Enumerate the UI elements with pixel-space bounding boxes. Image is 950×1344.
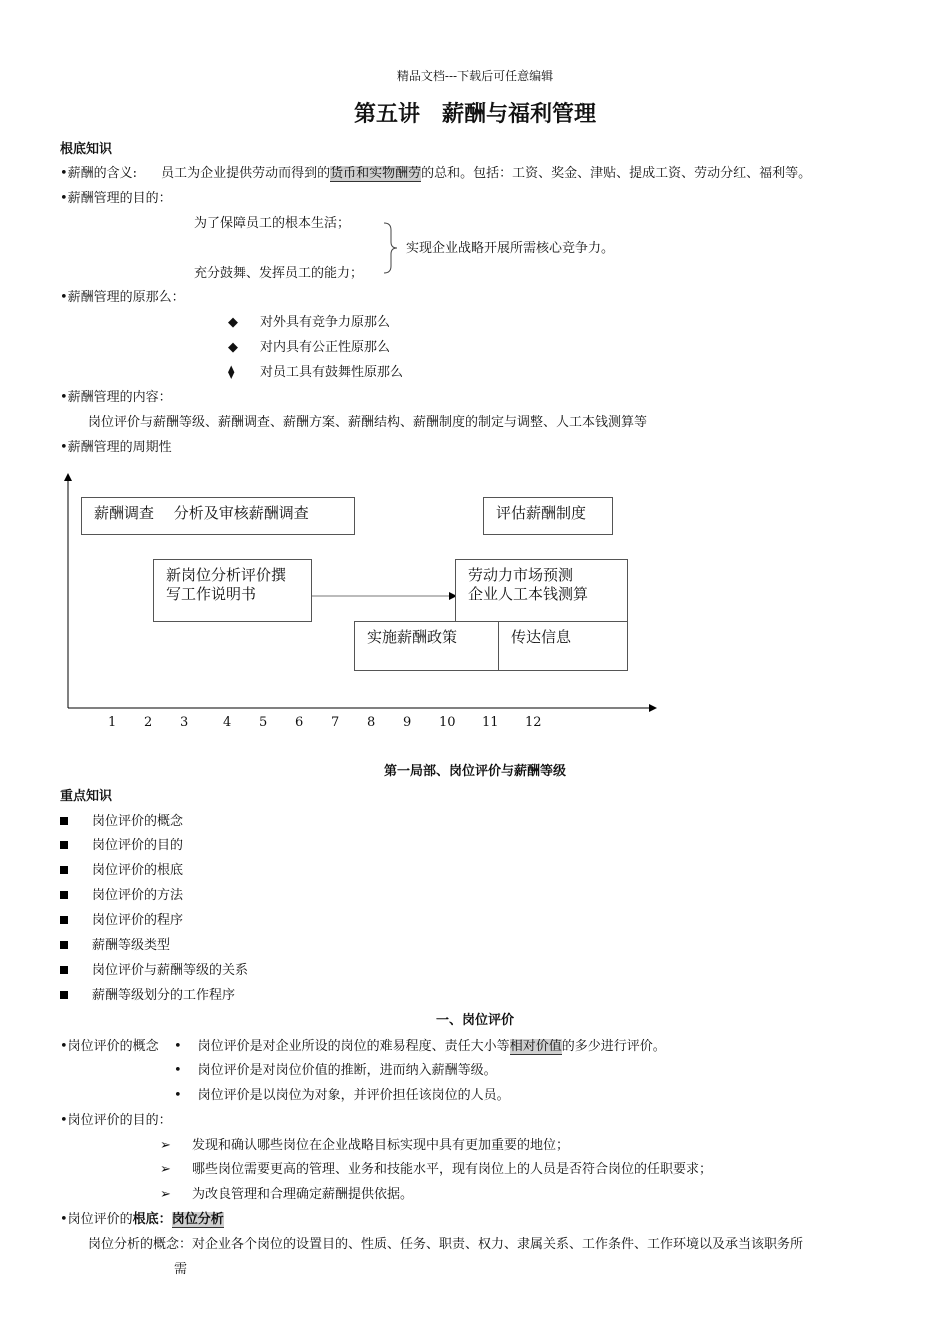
tick-label: 3 xyxy=(180,715,189,730)
eval-purpose-item xyxy=(160,1138,569,1154)
basic-heading: 根底知识 xyxy=(60,142,113,157)
box-implement-policy: 实施薪酬政策 xyxy=(354,621,499,671)
tick-label: 5 xyxy=(259,715,268,730)
tick-label: 6 xyxy=(295,715,304,730)
principle-label: •薪酬管理的原那么： xyxy=(60,290,185,305)
key-item xyxy=(60,988,235,1004)
concept-text: 岗位评价是对岗位价值的推断，进而纳入薪酬等级。 xyxy=(197,1063,497,1078)
box-labor-forecast-line2: 企业人工本钱测算 xyxy=(468,585,589,603)
tick-label: 2 xyxy=(144,715,153,730)
concept-item-1 xyxy=(174,1039,666,1055)
concept-highlight: 相对价值 xyxy=(509,1039,562,1054)
key-item xyxy=(60,863,183,879)
content-label: •薪酬管理的内容： xyxy=(60,390,172,405)
key-item xyxy=(60,814,183,830)
square-bullet-icon xyxy=(60,966,68,974)
key-item xyxy=(60,913,183,929)
key-item-text: 岗位评价与薪酬等级的关系 xyxy=(92,963,249,978)
tick-label: 1 xyxy=(108,715,117,730)
key-item-text: 薪酬等级类型 xyxy=(92,938,171,953)
definition-text-a: 员工为企业提供劳动而得到的 xyxy=(161,166,331,181)
key-item-text: 岗位评价的目的 xyxy=(92,838,184,853)
tick-label: 11 xyxy=(482,715,499,730)
box-labor-forecast xyxy=(455,559,628,622)
dot-bullet-icon: • xyxy=(174,1039,182,1054)
basis-bold: 根底： xyxy=(132,1212,172,1227)
diamond-bullet-icon: ◆ xyxy=(228,315,238,330)
key-item-text: 岗位评价的概念 xyxy=(92,814,184,829)
eval-purpose-text: 哪些岗位需要更高的管理、业务和技能水平，现有岗位上的人员是否符合岗位的任职要求； xyxy=(192,1162,713,1177)
tick-label: 8 xyxy=(367,715,376,730)
box-job-analysis-line1: 新岗位分析评价撰 xyxy=(166,566,287,584)
header-note: 精品文档---下载后可任意编辑 xyxy=(396,69,554,83)
key-item-text: 岗位评价的根底 xyxy=(92,863,184,878)
square-bullet-icon xyxy=(60,841,68,849)
tick-label: 7 xyxy=(331,715,340,730)
eval-purpose-text: 为改良管理和合理确定薪酬提供依据。 xyxy=(192,1187,414,1202)
concept-text: 岗位评价是以岗位为对象，并评价担任该岗位的人员。 xyxy=(197,1088,510,1103)
basis-prefix: •岗位评价的 xyxy=(60,1212,133,1227)
square-bullet-icon xyxy=(60,817,68,825)
arrow-bullet-icon: ➢ xyxy=(160,1162,171,1177)
key-item-text: 薪酬等级划分的工作程序 xyxy=(92,988,236,1003)
key-item-text: 岗位评价的方法 xyxy=(92,888,184,903)
definition-label: •薪酬的含义: xyxy=(60,166,138,181)
eval-purpose-item xyxy=(160,1187,413,1203)
page-title: 第五讲 薪酬与福利管理 xyxy=(353,101,596,127)
key-item-text: 岗位评价的程序 xyxy=(92,913,184,928)
basis-highlight: 岗位分析 xyxy=(171,1212,224,1227)
tick-label: 9 xyxy=(403,715,412,730)
square-bullet-icon xyxy=(60,891,68,899)
box-job-analysis xyxy=(153,559,312,622)
square-bullet-icon xyxy=(60,866,68,874)
box-evaluate-system: 评估薪酬制度 xyxy=(483,497,613,535)
definition-highlight: 货币和实物酬劳 xyxy=(330,166,422,181)
diamond-bullet-icon: ⧫ xyxy=(228,365,235,380)
box-job-analysis-line2: 写工作说明书 xyxy=(166,585,257,603)
principle-text: 对内具有公正性原那么 xyxy=(260,340,391,355)
eval-purpose-text: 发现和确认哪些岗位在企业战略目标实现中具有更加重要的地位； xyxy=(192,1138,570,1153)
square-bullet-icon xyxy=(60,991,68,999)
tick-label: 12 xyxy=(525,715,542,730)
dot-bullet-icon: • xyxy=(174,1088,182,1103)
square-bullet-icon xyxy=(60,941,68,949)
dot-bullet-icon: • xyxy=(174,1063,182,1078)
eval-basis xyxy=(60,1212,224,1228)
key-item xyxy=(60,888,183,904)
analysis-cont: 需 xyxy=(174,1262,188,1277)
box-communicate: 传达信息 xyxy=(498,621,628,671)
diamond-bullet-icon: ◆ xyxy=(228,340,238,355)
key-item xyxy=(60,938,170,954)
box-labor-forecast-line1: 劳动力市场预测 xyxy=(468,566,574,584)
square-bullet-icon xyxy=(60,916,68,924)
arrow-bullet-icon: ➢ xyxy=(160,1138,171,1153)
section-title: 一、岗位评价 xyxy=(435,1013,514,1028)
purpose-item-2: 充分鼓舞、发挥员工的能力； xyxy=(194,266,364,281)
key-item xyxy=(60,963,248,979)
key-heading: 重点知识 xyxy=(60,789,113,804)
arrow-bullet-icon: ➢ xyxy=(160,1187,171,1202)
part1-heading: 第一局部、岗位评价与薪酬等级 xyxy=(383,764,566,779)
definition-text-b: 的总和。包括：工资、奖金、津贴、提成工资、劳动分红、福利等。 xyxy=(421,166,812,181)
content-text: 岗位评价与薪酬等级、薪酬调查、薪酬方案、薪酬结构、薪酬制度的制定与调整、人工本钱测算等 xyxy=(88,415,648,430)
eval-purpose-label: •岗位评价的目的： xyxy=(60,1113,172,1128)
tick-label: 10 xyxy=(439,715,456,730)
key-item xyxy=(60,838,183,854)
concept-label: •岗位评价的概念 xyxy=(60,1039,159,1054)
concept-text-a: 岗位评价是对企业所设的岗位的难易程度、责任大小等 xyxy=(197,1039,510,1054)
purpose-label: •薪酬管理的目的： xyxy=(60,191,172,206)
cycle-label: •薪酬管理的周期性 xyxy=(60,440,172,455)
analysis-text: 岗位分析的概念：对企业各个岗位的设置目的、性质、任务、职责、权力、隶属关系、工作条件、工作环境以及承当该职务所 xyxy=(88,1237,804,1252)
purpose-item-1: 为了保障员工的根本生活； xyxy=(194,216,351,231)
concept-text-b: 的多少进行评价。 xyxy=(561,1039,666,1054)
eval-purpose-item xyxy=(160,1162,712,1178)
concept-item-3 xyxy=(174,1088,510,1104)
concept-item-2 xyxy=(174,1063,497,1079)
principle-text: 对外具有竞争力原那么 xyxy=(260,315,391,330)
purpose-result: 实现企业战略开展所需核心竞争力。 xyxy=(406,241,615,256)
principle-text: 对员工具有鼓舞性原那么 xyxy=(260,365,404,380)
tick-label: 4 xyxy=(223,715,232,730)
box-salary-survey: 薪酬调查 分析及审核薪酬调查 xyxy=(81,497,355,535)
